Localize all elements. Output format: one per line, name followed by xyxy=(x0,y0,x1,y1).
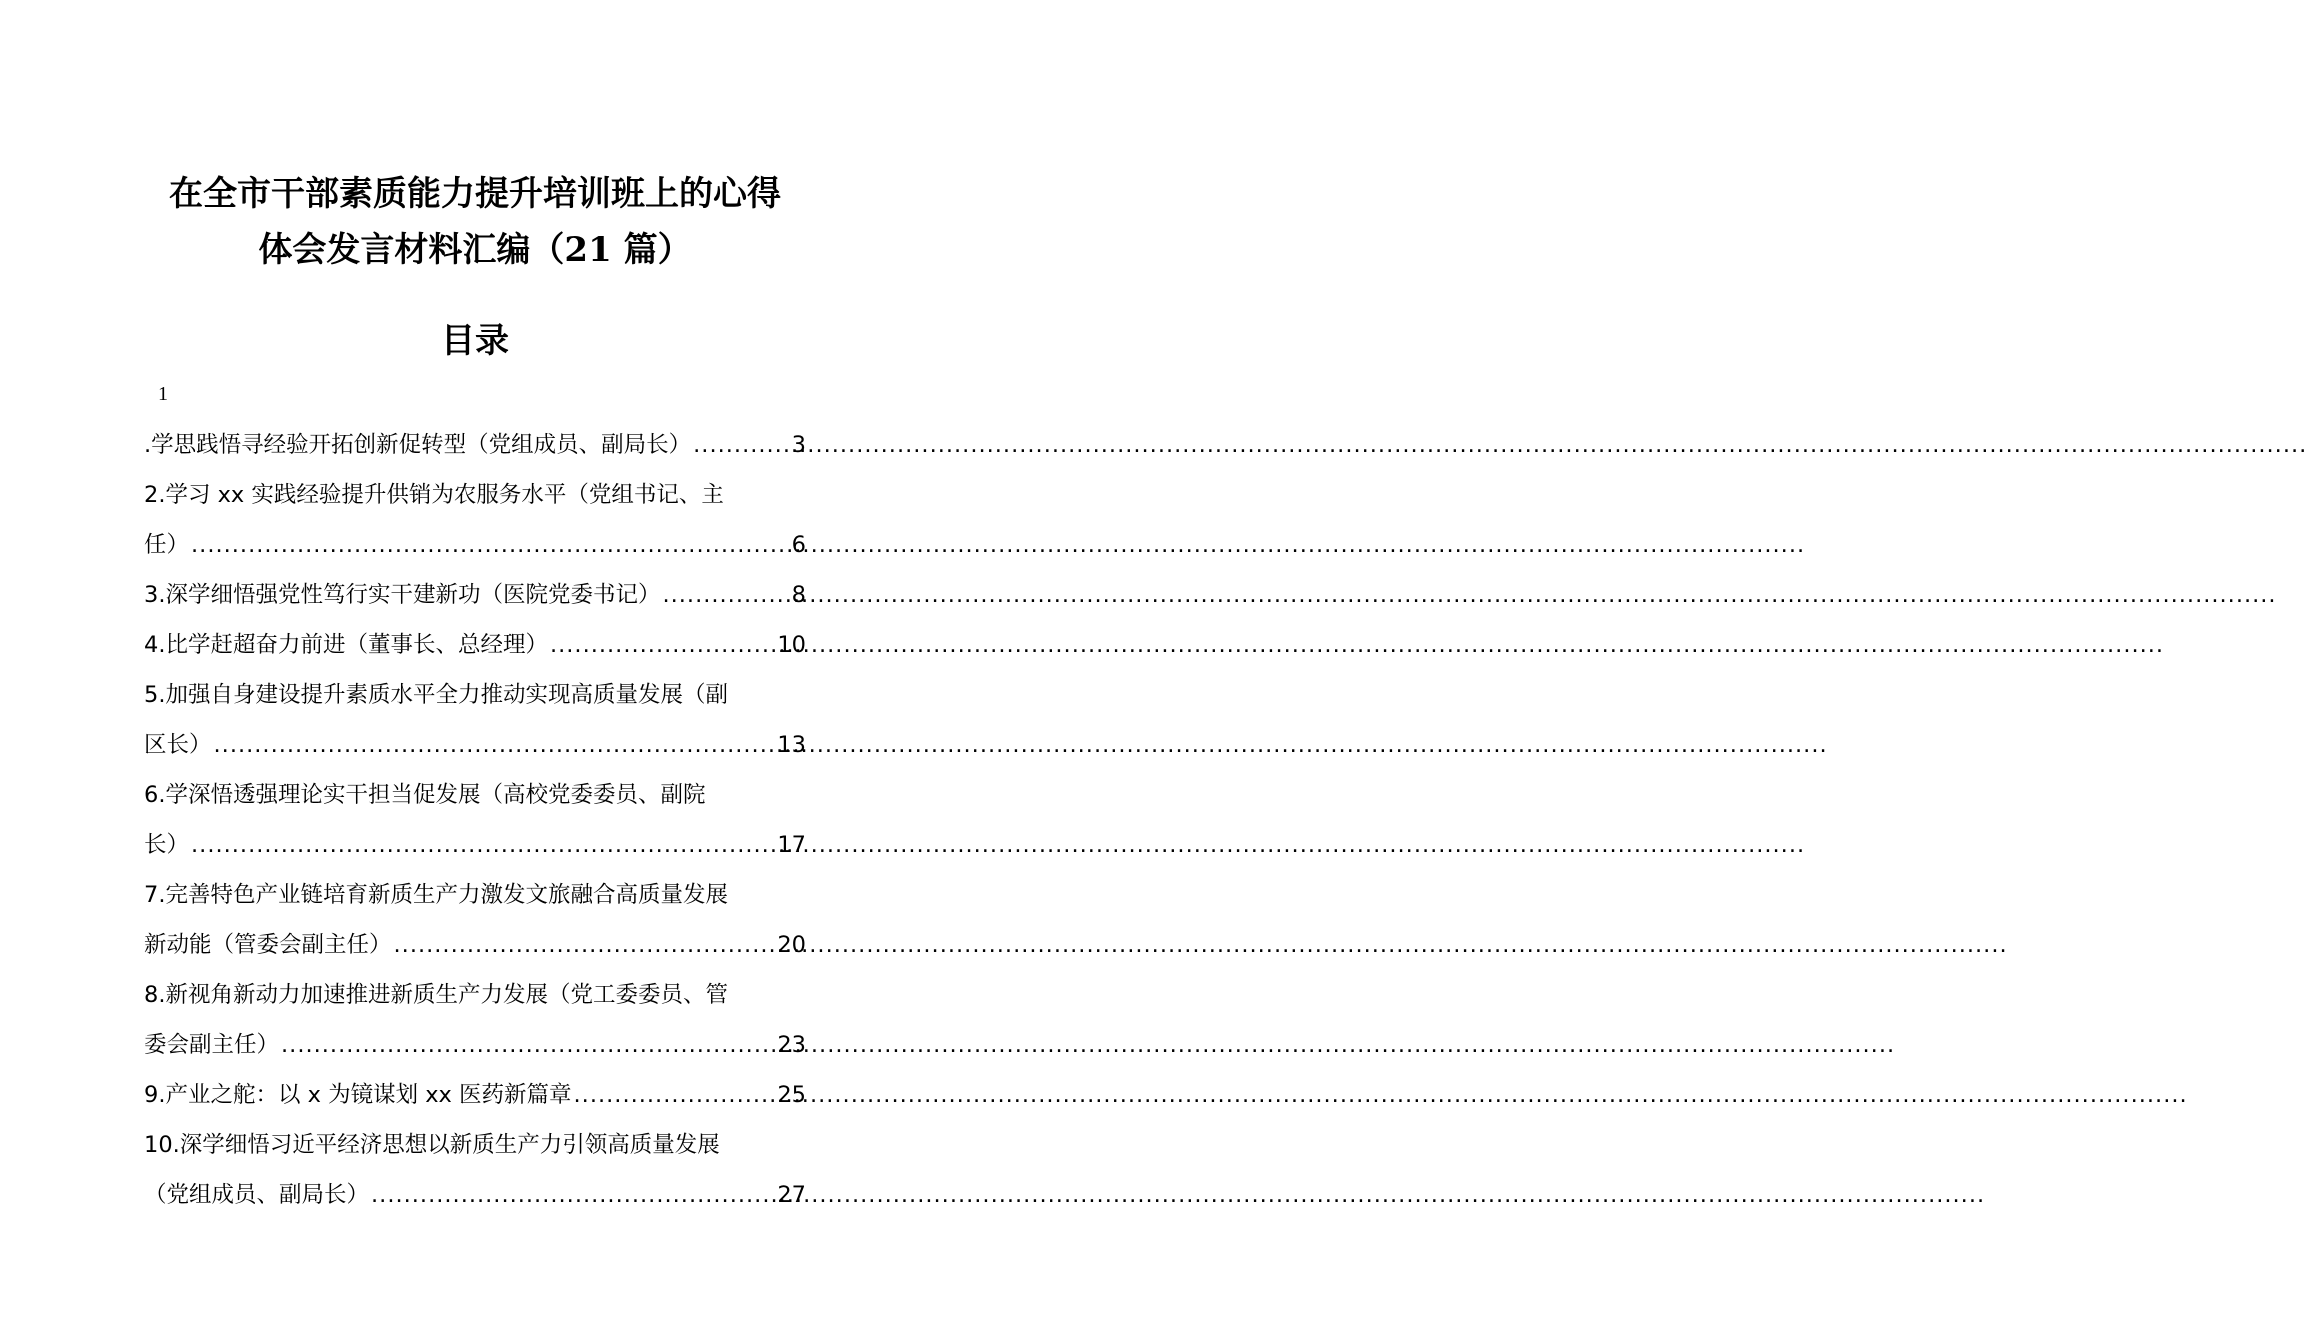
toc-entry[interactable] xyxy=(144,670,806,770)
toc-entry-title: 3.深学细悟强党性笃行实干建新功（医院党委书记） xyxy=(144,582,661,608)
toc-dot-leader xyxy=(394,920,776,970)
toc-marker: 1 xyxy=(158,383,168,405)
toc-entry-line xyxy=(144,770,806,820)
toc-entry-title: （党组成员、副局长） xyxy=(144,1182,370,1208)
document-title-line-1: 在全市干部素质能力提升培训班上的心得 xyxy=(169,174,781,214)
toc-entry-title: 8.新视角新动力加速推进新质生产力发展（党工委委员、管 xyxy=(144,982,728,1008)
toc-entry-line xyxy=(144,470,806,520)
document-title-line-2: 体会发言材料汇编（21 篇） xyxy=(258,230,692,270)
toc-entry-title: 委会副主任） xyxy=(144,1032,280,1058)
toc-entry-title: 任） xyxy=(144,532,190,558)
toc-entry-line xyxy=(144,670,806,720)
toc-heading: 目录 xyxy=(441,321,509,361)
toc-dot-leader xyxy=(191,820,775,870)
toc-entry-line xyxy=(144,1170,806,1220)
table-of-contents xyxy=(144,420,806,1220)
toc-entry-title: 区长） xyxy=(144,732,212,758)
toc-entry-line xyxy=(144,820,806,870)
toc-entry[interactable] xyxy=(144,970,806,1070)
toc-entry-line xyxy=(144,570,806,620)
toc-entry-line xyxy=(144,1120,806,1170)
toc-entry[interactable] xyxy=(144,870,806,970)
toc-entry-line xyxy=(144,1070,806,1120)
toc-dot-leader xyxy=(693,420,790,470)
toc-entry-title: .学思践悟寻经验开拓创新促转型（党组成员、副局长） xyxy=(144,432,692,458)
toc-entry-line xyxy=(144,1020,806,1070)
toc-dot-leader xyxy=(550,620,775,670)
toc-entry-line xyxy=(144,420,806,470)
toc-page-number: 10 xyxy=(777,632,806,658)
toc-page-number: 17 xyxy=(777,832,806,858)
toc-page-number: 27 xyxy=(777,1182,806,1208)
toc-entry[interactable] xyxy=(144,470,806,570)
toc-entry-title: 5.加强自身建设提升素质水平全力推动实现高质量发展（副 xyxy=(144,682,728,708)
toc-entry-line xyxy=(144,970,806,1020)
toc-page-number: 20 xyxy=(777,932,806,958)
toc-entry-line xyxy=(144,520,806,570)
toc-dot-leader xyxy=(191,520,790,570)
toc-entry-line xyxy=(144,920,806,970)
toc-page-number: 3 xyxy=(791,432,806,458)
document-title xyxy=(140,166,810,278)
toc-entry-title: 7.完善特色产业链培育新质生产力激发文旅融合高质量发展 xyxy=(144,882,728,908)
toc-entry-title: 2.学习 xx 实践经验提升供销为农服务水平（党组书记、主 xyxy=(144,482,724,508)
toc-dot-leader xyxy=(281,1020,775,1070)
toc-entry-line xyxy=(144,870,806,920)
toc-dot-leader xyxy=(214,720,776,770)
toc-entry-line xyxy=(144,620,806,670)
toc-dot-leader xyxy=(371,1170,775,1220)
toc-dot-leader xyxy=(574,1070,776,1120)
toc-entry[interactable] xyxy=(144,420,806,470)
toc-entry-title: 新动能（管委会副主任） xyxy=(144,932,392,958)
toc-entry[interactable] xyxy=(144,770,806,870)
toc-page-number: 13 xyxy=(777,732,806,758)
toc-entry-line xyxy=(144,720,806,770)
toc-entry[interactable] xyxy=(144,620,806,670)
toc-page-number: 23 xyxy=(777,1032,806,1058)
toc-entry-title: 长） xyxy=(144,832,190,858)
toc-page-number: 8 xyxy=(791,582,806,608)
toc-entry-title: 4.比学赶超奋力前进（董事长、总经理） xyxy=(144,632,548,658)
toc-entry-title: 6.学深悟透强理论实干担当促发展（高校党委委员、副院 xyxy=(144,782,706,808)
toc-page-number: 6 xyxy=(791,532,806,558)
toc-page-number: 25 xyxy=(777,1082,806,1108)
toc-entry[interactable] xyxy=(144,1070,806,1120)
toc-entry-title: 10.深学细悟习近平经济思想以新质生产力引领高质量发展 xyxy=(144,1132,720,1158)
toc-dot-leader xyxy=(662,570,789,620)
toc-entry[interactable] xyxy=(144,570,806,620)
toc-entry-title: 9.产业之舵：以 x 为镜谋划 xx 医药新篇章 xyxy=(144,1082,572,1108)
toc-entry[interactable] xyxy=(144,1120,806,1220)
